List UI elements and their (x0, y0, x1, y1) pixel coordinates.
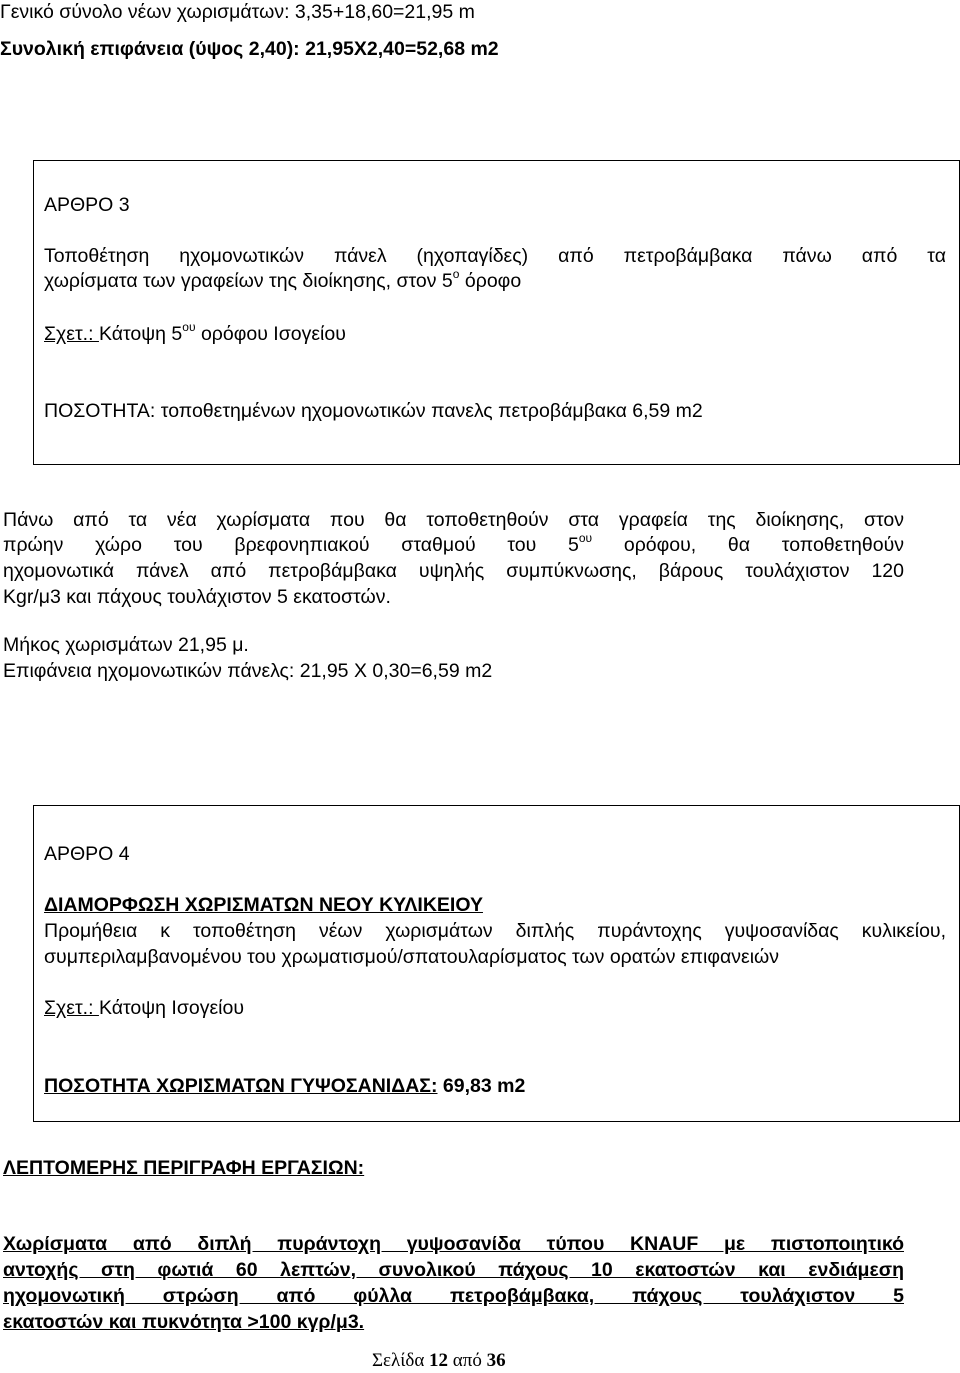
article-4-quantity: ΠΟΣΟΤΗΤΑ ΧΩΡΙΣΜΑΤΩΝ ΓΥΨΟΣΑΝΙΔΑΣ: 69,83 m2 (44, 1075, 526, 1097)
article-4-subtitle: ΔΙΑΜΟΡΦΩΣΗ ΧΩΡΙΣΜΑΤΩΝ ΝΕΟΥ ΚΥΛΙΚΕΙΟΥ (44, 894, 483, 916)
article-3-reference: Σχετ.: Κάτοψη $5^{o\upsilon}$ ορόφου Ισογείου (44, 320, 346, 345)
details-line-4: εκατοστών και πυκνότητα >100 κγρ/μ3. (3, 1311, 365, 1333)
body-3-length: Μήκος χωρισμάτων 21,95 μ. (3, 634, 249, 656)
body-3-line-1: Πάνω από τα νέα χωρίσματα που θα τοποθετηθούν στα γραφεία της διοίκησης, στον (3, 509, 904, 531)
article-3-desc-line-1: Τοποθέτηση ηχομονωτικών πάνελ (ηχοπαγίδες) από πετροβάμβακα πάνω από τα (44, 245, 946, 267)
article-4-title: ΑΡΘΡΟ 4 (44, 843, 130, 865)
article-3-desc-line-2: χωρίσματα των γραφείων της διοίκησης, στον $5^o$ όροφο (44, 267, 522, 292)
body-3-line-4: Kgr/μ3 και πάχους τουλάχιστον 5 εκατοστών. (3, 586, 391, 608)
reference-label: Σχετ.: (44, 997, 99, 1019)
body-3-area: Επιφάνεια ηχομονωτικών πάνελς: 21,95 Χ 0,30=6,59 m2 (3, 660, 493, 682)
top-line-1: Γενικό σύνολο νέων χωρισμάτων: 3,35+18,60=21,95 m (0, 1, 475, 23)
article-3-title: ΑΡΘΡΟ 3 (44, 194, 130, 216)
body-3-line-2: πρώην χώρο του βρεφονηπιακού σταθμού του $5^{o\upsilon}$ ορόφου, θα τοποθετηθούν (3, 531, 904, 556)
body-3-line-3: ηχομονωτικά πάνελ από πετροβάμβακα υψηλής συμπύκνωσης, βάρους τουλάχιστον 120 (3, 560, 904, 582)
details-line-2: αντοχής στη φωτιά 60 λεπτών, συνολικού πάχους 10 εκατοστών και ενδιάμεση (3, 1259, 904, 1281)
top-line-2: Συνολική επιφάνεια (ύψος 2,40): 21,95Χ2,40=52,68 m2 (0, 38, 499, 60)
reference-label: Σχετ.: (44, 323, 99, 345)
page-footer: Σελίδα 12 από 36 (372, 1350, 506, 1371)
details-line-3: ηχομονωτική στρώση από φύλλα πετροβάμβακα, πάχους τουλάχιστον 5 (3, 1285, 904, 1307)
article-4-reference: Σχετ.: Κάτοψη Ισογείου (44, 997, 245, 1019)
details-heading: ΛΕΠΤΟΜΕΡΗΣ ΠΕΡΙΓΡΑΦΗ ΕΡΓΑΣΙΩΝ: (3, 1157, 365, 1179)
details-line-1: Χωρίσματα από διπλή πυράντοχη γυψοσανίδα τύπου KNAUF με πιστοποιητικό (3, 1233, 904, 1255)
article-4-desc-line-1: Προμήθεια κ τοποθέτηση νέων χωρισμάτων διπλής πυράντοχης γυψοσανίδας κυλικείου, (44, 920, 946, 942)
article-3-quantity: ΠΟΣΟΤΗΤΑ: τοποθετημένων ηχομονωτικών πανελς πετροβάμβακα 6,59 m2 (44, 400, 703, 422)
article-4-desc-line-2: συμπεριλαμβανομένου του χρωματισμού/σπατουλαρίσματος των ορατών επιφανειών (44, 946, 780, 968)
